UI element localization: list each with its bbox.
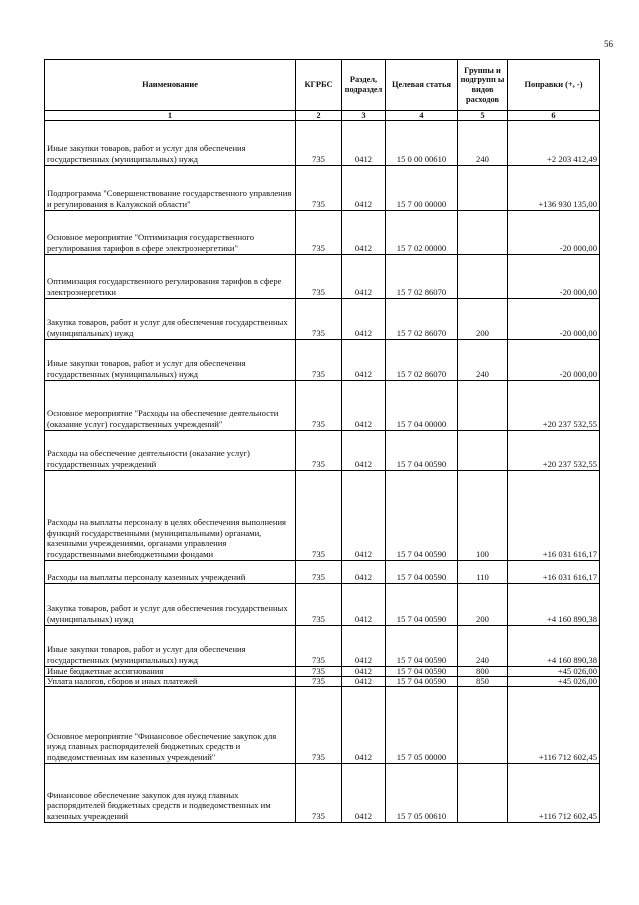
table-row (45, 340, 600, 381)
row-target-cell: 15 7 02 86070 (386, 299, 458, 340)
column-number: 6 (508, 111, 600, 121)
row-group-cell: 100 (458, 471, 508, 561)
row-target-cell: 15 7 05 00610 (386, 764, 458, 823)
row-section-cell: 0412 (342, 431, 386, 471)
row-name-cell: Расходы на обеспечение деятельности (оказание услуг) государственных учреждений (45, 431, 296, 471)
table-row (45, 677, 600, 687)
table-row (45, 121, 600, 166)
row-kgrbs-cell: 735 (296, 764, 342, 823)
row-target-cell: 15 7 04 00590 (386, 584, 458, 626)
column-number: 2 (296, 111, 342, 121)
header-amendments: Поправки (+, -) (508, 60, 600, 111)
row-section-cell: 0412 (342, 677, 386, 687)
row-amount-cell: +45 026,00 (508, 667, 600, 677)
row-kgrbs-cell: 735 (296, 121, 342, 166)
table-row (45, 431, 600, 471)
row-group-cell (458, 687, 508, 764)
row-amount-cell: -20 000,00 (508, 299, 600, 340)
row-target-cell: 15 7 02 86070 (386, 340, 458, 381)
budget-amendments-table (44, 59, 600, 823)
row-name-cell: Расходы на выплаты персоналу в целях обеспечения выполнения функций государственными (муниципальными) органами, казенными учреждениями, органами управления государственными внебюджетными фондами (45, 471, 296, 561)
row-name-cell: Основное мероприятие "Оптимизация государственного регулирования тарифов в сфере электроэнергетики" (45, 211, 296, 255)
row-section-cell: 0412 (342, 764, 386, 823)
table-row (45, 299, 600, 340)
row-section-cell: 0412 (342, 340, 386, 381)
header-section: Раздел, подраздел (342, 60, 386, 111)
row-group-cell: 240 (458, 340, 508, 381)
table-row (45, 166, 600, 211)
row-section-cell: 0412 (342, 166, 386, 211)
row-name-cell: Подпрограмма "Совершенствование государственного управления и регулирования в Калужской области" (45, 166, 296, 211)
row-group-cell: 200 (458, 299, 508, 340)
header-name: Наименование (45, 60, 296, 111)
table-row (45, 667, 600, 677)
header-groups: Группы и подгрупп ы видов расходов (458, 60, 508, 111)
row-target-cell: 15 7 02 86070 (386, 255, 458, 299)
row-target-cell: 15 7 04 00000 (386, 381, 458, 431)
row-amount-cell: +20 237 532,55 (508, 381, 600, 431)
row-target-cell: 15 7 04 00590 (386, 626, 458, 667)
row-amount-cell: +20 237 532,55 (508, 431, 600, 471)
row-section-cell: 0412 (342, 687, 386, 764)
row-group-cell (458, 381, 508, 431)
row-name-cell: Основное мероприятие "Финансовое обеспечение закупок для нужд главных распорядителей бюджетных средств и подведомственных им казенных учреждений" (45, 687, 296, 764)
row-kgrbs-cell: 735 (296, 626, 342, 667)
row-amount-cell: +136 930 135,00 (508, 166, 600, 211)
row-name-cell: Основное мероприятие "Расходы на обеспечение деятельности (оказание услуг) государственных учреждений" (45, 381, 296, 431)
row-group-cell: 240 (458, 626, 508, 667)
header-kgrbs: КГРБС (296, 60, 342, 111)
row-amount-cell: +16 031 616,17 (508, 561, 600, 584)
row-name-cell: Уплата налогов, сборов и иных платежей (45, 677, 296, 687)
row-name-cell: Иные бюджетные ассигнования (45, 667, 296, 677)
row-group-cell (458, 211, 508, 255)
column-number: 3 (342, 111, 386, 121)
row-section-cell: 0412 (342, 626, 386, 667)
row-amount-cell: +116 712 602,45 (508, 687, 600, 764)
row-group-cell: 110 (458, 561, 508, 584)
row-amount-cell: +116 712 602,45 (508, 764, 600, 823)
row-group-cell (458, 166, 508, 211)
row-kgrbs-cell: 735 (296, 471, 342, 561)
row-section-cell: 0412 (342, 255, 386, 299)
row-target-cell: 15 7 04 00590 (386, 471, 458, 561)
row-amount-cell: +4 160 890,38 (508, 626, 600, 667)
row-kgrbs-cell: 735 (296, 381, 342, 431)
row-target-cell: 15 7 04 00590 (386, 667, 458, 677)
row-section-cell: 0412 (342, 561, 386, 584)
page-number: 56 (604, 39, 613, 49)
row-name-cell: Закупка товаров, работ и услуг для обеспечения государственных (муниципальных) нужд (45, 584, 296, 626)
header-target: Целевая статья (386, 60, 458, 111)
table-row (45, 255, 600, 299)
row-kgrbs-cell: 735 (296, 299, 342, 340)
column-number: 4 (386, 111, 458, 121)
row-name-cell: Закупка товаров, работ и услуг для обеспечения государственных (муниципальных) нужд (45, 299, 296, 340)
row-group-cell: 240 (458, 121, 508, 166)
row-kgrbs-cell: 735 (296, 340, 342, 381)
row-name-cell: Иные закупки товаров, работ и услуг для обеспечения государственных (муниципальных) нужд (45, 626, 296, 667)
row-target-cell: 15 7 05 00000 (386, 687, 458, 764)
table-row (45, 687, 600, 764)
row-section-cell: 0412 (342, 211, 386, 255)
row-section-cell: 0412 (342, 121, 386, 166)
table-row (45, 211, 600, 255)
row-group-cell: 800 (458, 667, 508, 677)
column-number-row (45, 111, 600, 121)
table-row (45, 584, 600, 626)
row-kgrbs-cell: 735 (296, 166, 342, 211)
row-target-cell: 15 7 04 00590 (386, 677, 458, 687)
row-section-cell: 0412 (342, 299, 386, 340)
table-row (45, 626, 600, 667)
table-row (45, 471, 600, 561)
row-section-cell: 0412 (342, 471, 386, 561)
row-target-cell: 15 7 02 00000 (386, 211, 458, 255)
row-kgrbs-cell: 735 (296, 561, 342, 584)
row-amount-cell: +4 160 890,38 (508, 584, 600, 626)
row-group-cell (458, 431, 508, 471)
table-row (45, 381, 600, 431)
row-section-cell: 0412 (342, 667, 386, 677)
row-kgrbs-cell: 735 (296, 431, 342, 471)
row-target-cell: 15 0 00 00610 (386, 121, 458, 166)
row-target-cell: 15 7 04 00590 (386, 431, 458, 471)
row-amount-cell: -20 000,00 (508, 340, 600, 381)
row-group-cell: 850 (458, 677, 508, 687)
row-section-cell: 0412 (342, 584, 386, 626)
row-kgrbs-cell: 735 (296, 255, 342, 299)
row-group-cell: 200 (458, 584, 508, 626)
row-name-cell: Иные закупки товаров, работ и услуг для обеспечения государственных (муниципальных) нужд (45, 340, 296, 381)
row-kgrbs-cell: 735 (296, 677, 342, 687)
row-name-cell: Иные закупки товаров, работ и услуг для обеспечения государственных (муниципальных) нужд (45, 121, 296, 166)
row-target-cell: 15 7 04 00590 (386, 561, 458, 584)
row-name-cell: Расходы на выплаты персоналу казенных учреждений (45, 561, 296, 584)
row-group-cell (458, 764, 508, 823)
row-amount-cell: +16 031 616,17 (508, 471, 600, 561)
row-kgrbs-cell: 735 (296, 584, 342, 626)
column-number: 1 (45, 111, 296, 121)
row-section-cell: 0412 (342, 381, 386, 431)
column-number: 5 (458, 111, 508, 121)
row-amount-cell: +2 203 412,49 (508, 121, 600, 166)
row-kgrbs-cell: 735 (296, 667, 342, 677)
row-amount-cell: -20 000,00 (508, 211, 600, 255)
row-name-cell: Финансовое обеспечение закупок для нужд главных распорядителей бюджетных средств и подведомственных им казенных учреждений (45, 764, 296, 823)
table-header-row (45, 60, 600, 111)
table-row (45, 561, 600, 584)
table-body (45, 121, 600, 823)
table-row (45, 764, 600, 823)
row-name-cell: Оптимизация государственного регулирования тарифов в сфере электроэнергетики (45, 255, 296, 299)
row-amount-cell: -20 000,00 (508, 255, 600, 299)
row-kgrbs-cell: 735 (296, 687, 342, 764)
row-amount-cell: +45 026,00 (508, 677, 600, 687)
row-group-cell (458, 255, 508, 299)
row-target-cell: 15 7 00 00000 (386, 166, 458, 211)
row-kgrbs-cell: 735 (296, 211, 342, 255)
